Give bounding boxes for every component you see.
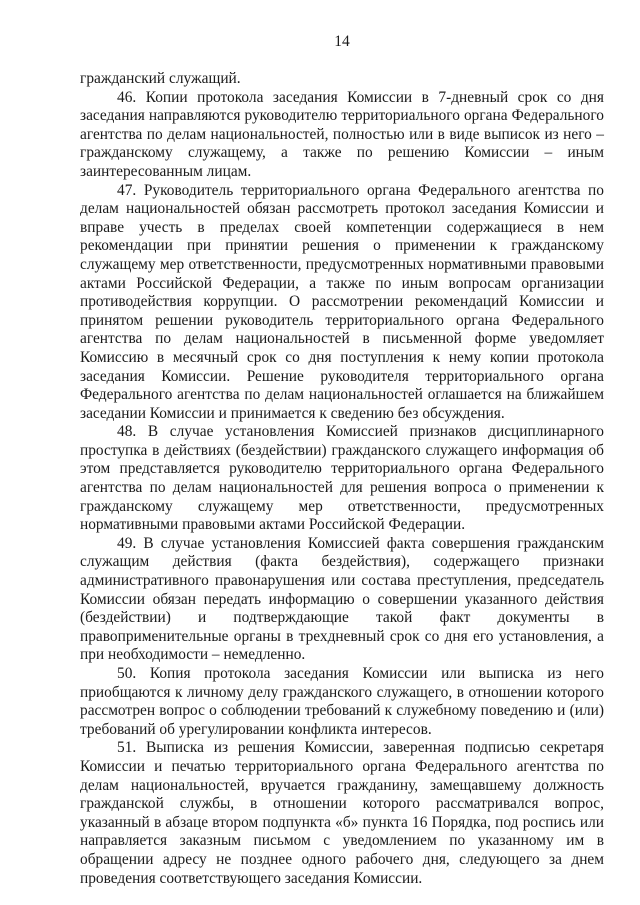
paragraph-48: 48. В случае установления Комиссией признаков дисциплинарного проступка в действиях (бездействии) гражданского служащего информация об этом представляется руководителю территориального органа Федерального агентства по делам национальностей для решения вопроса о применении к гражданскому служащему мер ответственности, предусмотренных нормативными правовыми актами Российской Федерации. — [80, 423, 604, 534]
document-body — [80, 70, 604, 888]
paragraph-51: 51. Выписка из решения Комиссии, заверенная подписью секретаря Комиссии и печатью территориального органа Федерального агентства по делам национальностей, вручается гражданину, замещавшему должность гражданской службы, в отношении которого рассматривался вопрос, указанный в абзаце втором подпункта «б» пункта 16 Порядка, под роспись или направляется заказным письмом с уведомлением по указанному им в обращении адресу не позднее одного рабочего дня, следующего за днем проведения соответствующего заседания Комиссии. — [80, 739, 604, 887]
paragraph-continuation: гражданский служащий. — [80, 70, 241, 87]
page-number: 14 — [334, 33, 350, 50]
paragraph-49: 49. В случае установления Комиссией факта совершения гражданским служащим действия (факта бездействия), содержащего признаки административного правонарушения или состава преступления, председатель Комиссии обязан передать информацию о совершении указанного действия (бездействии) и подтверждающие такой факт документы в правоприменительные органы в трехдневный срок со дня его установления, а при необходимости – немедленно. — [80, 534, 604, 664]
document-page — [80, 0, 604, 905]
paragraph-50: 50. Копия протокола заседания Комиссии или выписка из него приобщаются к личному делу гражданского служащего, в отношении которого рассмотрен вопрос о соблюдении требований к служебному поведению и (или) требований об урегулировании конфликта интересов. — [80, 665, 604, 738]
paragraph-46: 46. Копии протокола заседания Комиссии в 7-дневный срок со дня заседания направляются руководителю территориального органа Федерального агентства по делам национальностей, полностью или в виде выписок из него – гражданскому служащему, а также по решению Комиссии – иным заинтересованным лицам. — [80, 88, 604, 180]
paragraph-47: 47. Руководитель территориального органа Федерального агентства по делам национальностей обязан рассмотреть протокол заседания Комиссии и вправе учесть в пределах своей компетенции содержащиеся в нем рекомендации при принятии решения о применении к гражданскому служащему мер ответственности, предусмотренных нормативными правовыми актами Российской Федерации, а также по иным вопросам организации противодействия коррупции. О рассмотрении рекомендаций Комиссии и принятом решении руководитель территориального органа Федерального агентства по делам национальностей в письменной форме уведомляет Комиссию в месячный срок со дня поступления к нему копии протокола заседания Комиссии. Решение руководителя территориального органа Федерального агентства по делам национальностей оглашается на ближайшем заседании Комиссии и принимается к сведению без обсуждения. — [80, 181, 604, 422]
